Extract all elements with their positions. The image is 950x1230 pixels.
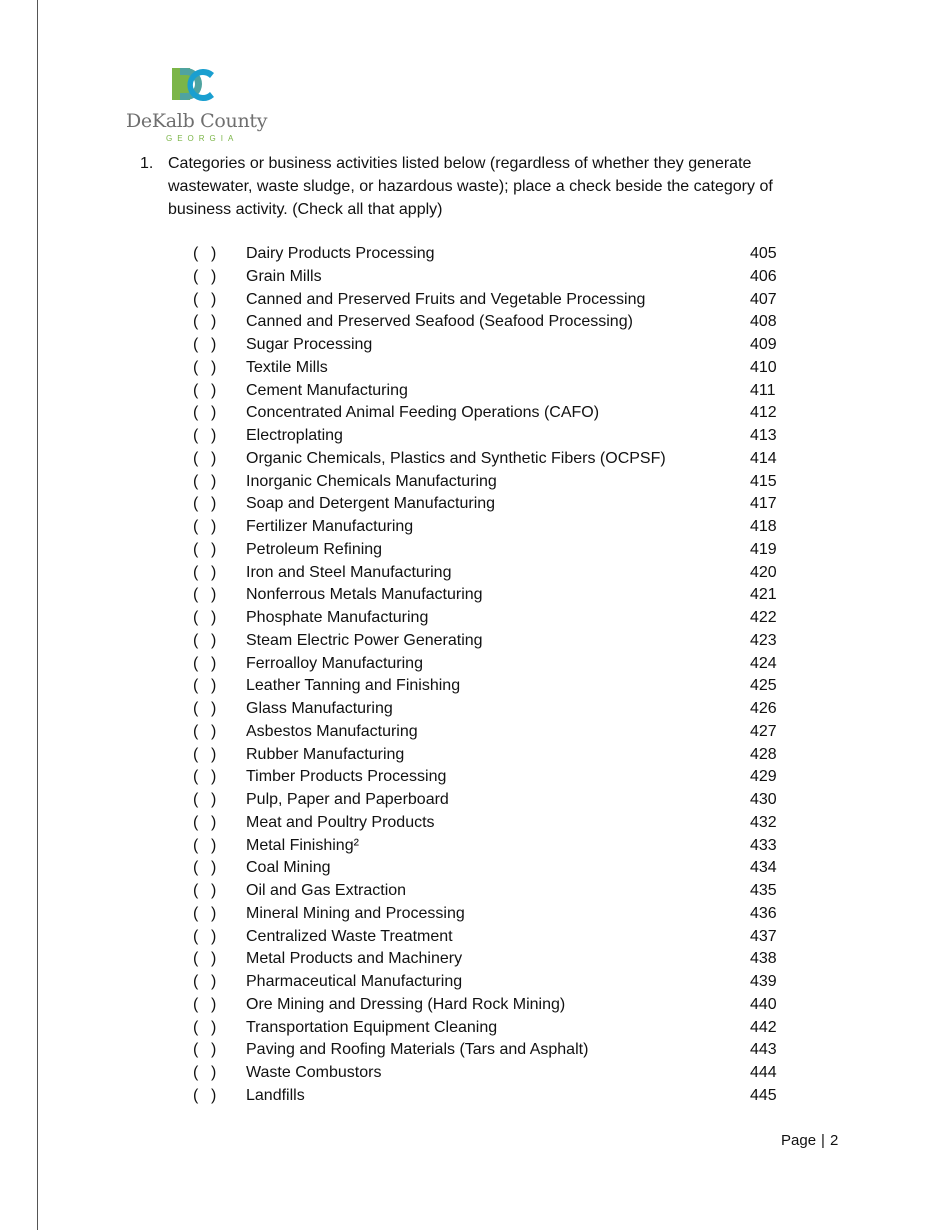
checkbox-open-paren: ( (193, 677, 199, 695)
logo-state-name: GEORGIA (166, 134, 239, 143)
category-code: 428 (750, 745, 777, 763)
checkbox-close-paren: ) (211, 995, 217, 1013)
category-code: 407 (750, 290, 777, 308)
checkbox-open-paren: ( (193, 700, 199, 717)
checkbox-close-paren: ) (211, 495, 217, 513)
category-name: Nonferrous Metals Manufacturing (246, 586, 483, 604)
checkbox-open-paren: ( (193, 973, 199, 990)
category-row (190, 948, 790, 971)
category-code: 442 (750, 1018, 777, 1036)
page-margin-rule (37, 0, 38, 1230)
category-row (190, 607, 790, 630)
category-name: Canned and Preserved Fruits and Vegetable Processing (246, 290, 646, 308)
category-row (190, 471, 790, 494)
checkbox-open-paren: ( (193, 791, 199, 808)
category-name: Dairy Products Processing (246, 245, 435, 262)
checkbox-close-paren: ) (211, 950, 217, 968)
category-name: Paving and Roofing Materials (Tars and Asphalt) (246, 1041, 589, 1059)
category-name: Pulp, Paper and Paperboard (246, 791, 449, 808)
category-code: 443 (750, 1041, 777, 1059)
checkbox-open-paren: ( (193, 950, 199, 968)
page-label: Page (781, 1132, 817, 1149)
category-code: 436 (750, 904, 777, 922)
question-number: 1. (140, 155, 154, 172)
checkbox-close-paren: ) (211, 336, 217, 353)
checkbox-close-paren: ) (211, 1018, 217, 1036)
category-name: Coal Mining (246, 859, 331, 877)
category-row (190, 698, 790, 721)
category-row (190, 539, 790, 562)
category-row (190, 334, 790, 357)
category-name: Electroplating (246, 427, 343, 444)
checkbox-close-paren: ) (211, 381, 217, 399)
category-row (190, 311, 790, 334)
logo-county-name: DeKalb County (126, 110, 268, 132)
category-row (190, 721, 790, 744)
checkbox-open-paren: ( (193, 404, 199, 422)
category-code: 423 (750, 631, 777, 649)
category-row (190, 880, 790, 903)
question-text: Categories or business activities listed below (regardless of whether they generate wastewater, waste sludge, or hazardous waste); place a check beside the category of business activity. (Check all that apply) (168, 155, 773, 218)
category-code: 413 (750, 427, 777, 444)
checkbox-open-paren: ( (193, 859, 199, 877)
checkbox-close-paren: ) (211, 1064, 217, 1081)
category-code: 429 (750, 768, 777, 786)
category-code: 427 (750, 722, 777, 740)
checkbox-close-paren: ) (211, 859, 217, 877)
page-number: 2 (829, 1132, 839, 1149)
checkbox-close-paren: ) (211, 563, 217, 581)
category-name: Fertilizer Manufacturing (246, 518, 414, 535)
category-name: Petroleum Refining (246, 540, 383, 558)
category-code: 438 (750, 950, 777, 968)
category-name: Metal Finishing² (246, 836, 359, 854)
category-code: 432 (750, 813, 777, 831)
category-code: 420 (750, 563, 777, 581)
category-checklist (190, 243, 790, 1108)
category-code: 418 (750, 518, 777, 535)
checkbox-close-paren: ) (211, 245, 217, 262)
category-row (190, 1017, 790, 1040)
checkbox-close-paren: ) (211, 904, 217, 922)
category-name: Sugar Processing (246, 336, 373, 353)
checkbox-open-paren: ( (193, 882, 199, 899)
category-row (190, 1039, 790, 1062)
category-name: Grain Mills (246, 267, 322, 285)
category-code: 411 (750, 381, 776, 399)
checkbox-open-paren: ( (193, 631, 199, 649)
checkbox-close-paren: ) (211, 791, 217, 808)
category-code: 410 (750, 358, 777, 376)
category-code: 434 (750, 859, 777, 877)
category-row (190, 971, 790, 994)
category-name: Ore Mining and Dressing (Hard Rock Mining) (246, 995, 566, 1013)
checkbox-open-paren: ( (193, 813, 199, 831)
checkbox-close-paren: ) (211, 290, 217, 308)
category-name: Oil and Gas Extraction (246, 882, 407, 899)
dekalb-county-logo (126, 64, 266, 146)
checkbox-close-paren: ) (211, 631, 217, 649)
category-name: Soap and Detergent Manufacturing (246, 495, 496, 513)
category-row (190, 448, 790, 471)
category-name: Canned and Preserved Seafood (Seafood Processing) (246, 313, 633, 331)
category-code: 430 (750, 791, 777, 808)
page-footer (781, 1132, 838, 1149)
category-row (190, 744, 790, 767)
checkbox-open-paren: ( (193, 358, 199, 376)
checkbox-open-paren: ( (193, 745, 199, 763)
category-name: Textile Mills (246, 358, 328, 376)
category-row (190, 380, 790, 403)
category-code: 444 (750, 1064, 777, 1081)
checkbox-close-paren: ) (211, 1086, 217, 1104)
checkbox-close-paren: ) (211, 768, 217, 786)
category-code: 415 (750, 472, 777, 490)
category-code: 422 (750, 609, 777, 626)
category-row (190, 1085, 790, 1108)
category-row (190, 584, 790, 607)
checkbox-open-paren: ( (193, 449, 199, 467)
category-code: 439 (750, 973, 777, 990)
checkbox-open-paren: ( (193, 540, 199, 558)
category-code: 435 (750, 882, 777, 899)
checkbox-close-paren: ) (211, 586, 217, 604)
category-row (190, 994, 790, 1017)
category-row (190, 789, 790, 812)
category-name: Landfills (246, 1086, 305, 1104)
checkbox-close-paren: ) (211, 973, 217, 990)
category-row (190, 562, 790, 585)
category-row (190, 425, 790, 448)
category-name: Cement Manufacturing (246, 381, 408, 399)
checkbox-close-paren: ) (211, 404, 217, 422)
category-code: 412 (750, 404, 777, 422)
checkbox-open-paren: ( (193, 654, 199, 672)
checkbox-close-paren: ) (211, 540, 217, 558)
category-name: Asbestos Manufacturing (246, 722, 418, 740)
category-code: 437 (750, 927, 777, 945)
checkbox-close-paren: ) (211, 472, 217, 490)
category-code: 424 (750, 654, 777, 672)
checkbox-close-paren: ) (211, 836, 217, 854)
category-row (190, 766, 790, 789)
category-code: 433 (750, 836, 777, 854)
category-name: Steam Electric Power Generating (246, 631, 483, 649)
category-code: 425 (750, 677, 777, 695)
checkbox-close-paren: ) (211, 609, 217, 626)
checkbox-close-paren: ) (211, 722, 217, 740)
category-name: Centralized Waste Treatment (246, 927, 453, 945)
category-code: 417 (750, 495, 777, 513)
category-name: Concentrated Animal Feeding Operations (CAFO) (246, 404, 600, 422)
category-row (190, 653, 790, 676)
category-row (190, 1062, 790, 1085)
checkbox-close-paren: ) (211, 882, 217, 899)
checkbox-open-paren: ( (193, 609, 199, 626)
category-code: 405 (750, 245, 777, 262)
checkbox-open-paren: ( (193, 381, 199, 399)
checkbox-open-paren: ( (193, 336, 199, 353)
checkbox-open-paren: ( (193, 927, 199, 945)
checkbox-open-paren: ( (193, 586, 199, 604)
checkbox-open-paren: ( (193, 1018, 199, 1036)
checkbox-close-paren: ) (211, 813, 217, 831)
category-name: Transportation Equipment Cleaning (246, 1018, 498, 1036)
category-code: 408 (750, 313, 777, 331)
checkbox-open-paren: ( (193, 313, 199, 331)
checkbox-close-paren: ) (211, 358, 217, 376)
category-code: 409 (750, 336, 777, 353)
category-row (190, 243, 790, 266)
checkbox-open-paren: ( (193, 518, 199, 535)
category-name: Waste Combustors (246, 1064, 382, 1081)
checkbox-open-paren: ( (193, 245, 199, 262)
category-row (190, 926, 790, 949)
category-name: Leather Tanning and Finishing (246, 677, 461, 695)
category-name: Pharmaceutical Manufacturing (246, 973, 463, 990)
category-name: Inorganic Chemicals Manufacturing (246, 472, 497, 490)
checkbox-close-paren: ) (211, 927, 217, 945)
page-separator: | (821, 1132, 825, 1149)
checkbox-close-paren: ) (211, 700, 217, 717)
category-code: 419 (750, 540, 777, 558)
category-row (190, 630, 790, 653)
category-row (190, 675, 790, 698)
checkbox-close-paren: ) (211, 1041, 217, 1059)
checkbox-open-paren: ( (193, 1086, 199, 1104)
category-name: Meat and Poultry Products (246, 813, 435, 831)
category-name: Metal Products and Machinery (246, 950, 463, 968)
category-code: 414 (750, 449, 777, 467)
checkbox-open-paren: ( (193, 1041, 199, 1059)
category-row (190, 903, 790, 926)
category-name: Glass Manufacturing (246, 700, 393, 717)
checkbox-open-paren: ( (193, 563, 199, 581)
checkbox-close-paren: ) (211, 745, 217, 763)
category-row (190, 493, 790, 516)
checkbox-close-paren: ) (211, 449, 217, 467)
category-code: 406 (750, 267, 777, 285)
category-row (190, 857, 790, 880)
checkbox-open-paren: ( (193, 836, 199, 854)
category-name: Timber Products Processing (246, 768, 447, 786)
checkbox-close-paren: ) (211, 518, 217, 535)
category-name: Rubber Manufacturing (246, 745, 405, 763)
checkbox-open-paren: ( (193, 904, 199, 922)
category-row (190, 812, 790, 835)
category-row (190, 266, 790, 289)
checkbox-open-paren: ( (193, 495, 199, 513)
checkbox-open-paren: ( (193, 1064, 199, 1081)
category-code: 426 (750, 700, 777, 717)
category-code: 445 (750, 1086, 777, 1104)
category-row (190, 835, 790, 858)
category-name: Organic Chemicals, Plastics and Synthetic Fibers (OCPSF) (246, 449, 666, 467)
category-name: Ferroalloy Manufacturing (246, 654, 423, 672)
checkbox-close-paren: ) (211, 654, 217, 672)
checkbox-open-paren: ( (193, 722, 199, 740)
category-row (190, 402, 790, 425)
checkbox-close-paren: ) (211, 267, 217, 285)
checkbox-open-paren: ( (193, 472, 199, 490)
category-row (190, 357, 790, 380)
checkbox-open-paren: ( (193, 768, 199, 786)
checkbox-close-paren: ) (211, 313, 217, 331)
checkbox-open-paren: ( (193, 267, 199, 285)
category-name: Phosphate Manufacturing (246, 609, 429, 626)
checkbox-open-paren: ( (193, 427, 199, 444)
category-code: 440 (750, 995, 777, 1013)
dc-logo-icon (168, 64, 218, 106)
category-name: Mineral Mining and Processing (246, 904, 465, 922)
checkbox-close-paren: ) (211, 677, 217, 695)
category-row (190, 289, 790, 312)
category-code: 421 (750, 586, 777, 604)
checkbox-open-paren: ( (193, 995, 199, 1013)
category-row (190, 516, 790, 539)
category-name: Iron and Steel Manufacturing (246, 563, 452, 581)
checkbox-close-paren: ) (211, 427, 217, 444)
checkbox-open-paren: ( (193, 290, 199, 308)
